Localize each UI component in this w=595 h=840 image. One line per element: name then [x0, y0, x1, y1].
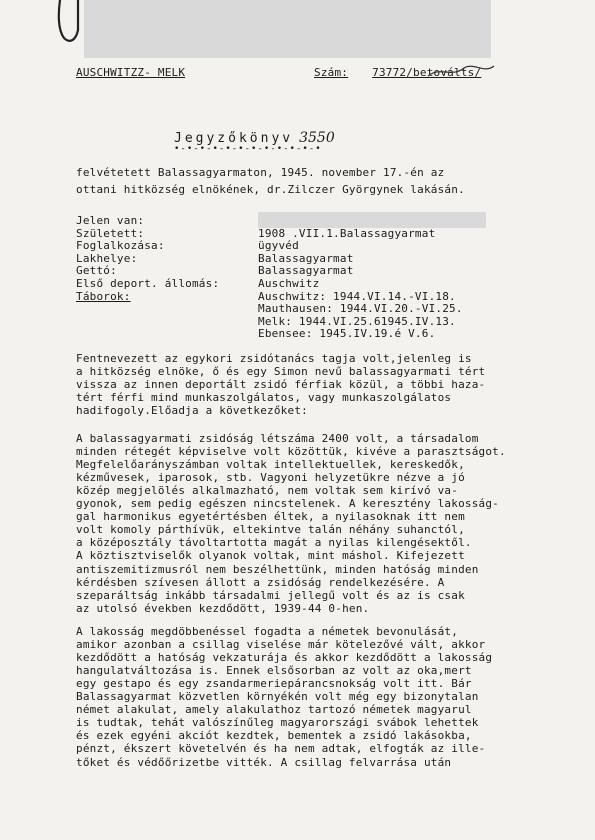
paragraph-3-line: tőket és védőőrizetbe vitték. A csillag felvarrása után: [76, 755, 452, 769]
szam-value: 73772/betoválts/: [372, 66, 482, 79]
paragraph-2-line: gyonok, sem pedig egészen nincstelenek. A keresztény lakosság-: [76, 497, 499, 511]
field-value: ügyvéd: [258, 239, 299, 253]
handwritten-number: 3550: [299, 130, 335, 146]
handwritten-scribble: [426, 62, 496, 80]
paragraph-3-line: egy gestapo és egy zsandarmeriepárancsnokság volt itt. Bár: [76, 677, 472, 691]
paragraph-2-line: a középosztály távoltartotta magát a nyilas kilengésektől.: [76, 536, 472, 550]
paragraph-1-line: a hitközség elnöke, ő és egy Simon nevű balassagyarmati tért: [76, 365, 486, 379]
handwritten-corner-mark: [56, 0, 82, 46]
paragraph-2-line: A köztisztviselők olyanok voltak, mint máshol. Kifejezett: [76, 549, 465, 563]
field-label: Foglalkozása:: [76, 239, 165, 253]
field-label: Lakhelye:: [76, 251, 138, 265]
paragraph-3-line: A lakosság megdöbbenéssel fogadta a németek bevonulását,: [76, 625, 459, 638]
paragraph-2-line: A balassagyarmati zsidóság létszáma 2400 volt, a társadalom: [76, 432, 479, 445]
paragraph-2-line: az utolsó években kezdődött, 1939-44 0-hen.: [76, 601, 370, 615]
paragraph-3-line: Balassagyarmat közvetlen környékén volt még egy bizonytalan: [76, 690, 479, 704]
paragraph-2-line: minden rétegét képviselve volt közöttük, kivéve a parasztságot.: [76, 445, 506, 459]
title-text: Jegyzőkönyv: [174, 131, 294, 146]
field-value: 1908 .VII.1.Balassagyarmat: [258, 226, 436, 240]
paragraph-3-line: kezdődött a hatóság vekzaturája és akkor kezdődött a lakosság: [76, 651, 493, 665]
szam-label: Szám:: [314, 66, 349, 79]
paragraph-3-line: német alakulat, amely alakulathoz tartozó németek magyarul: [76, 703, 472, 717]
field-value: Melk: 1944.VI.25.61945.IV.13.: [258, 314, 456, 328]
paragraph-2-line: kézművesek, iparosok, stb. Vagyoni helyzetükre nézve a jó: [76, 471, 465, 485]
field-value: Mauthausen: 1944.VI.20.-VI.25.: [258, 302, 463, 316]
field-value: Auschwitz: [258, 277, 320, 290]
paragraph-3-line: hangulatváltozása is. Ennek elsősorban az volt az oka,mert: [76, 664, 472, 678]
paragraph-1-line: vissza az innen deportált zsidó férfiak közül, a többi haza-: [76, 378, 486, 392]
paragraph-2-line: volt komoly párthívük, eltekintve talán néhány suhanctól,: [76, 523, 465, 537]
paragraph-3-line: pénzt, ékszert követelvén és ha nem adtak, elfogták az ille-: [76, 742, 486, 756]
field-value: Balassagyarmat: [258, 251, 354, 265]
paragraph-1-line: tért férfi mind munkaszolgálatos, vagy munkaszolgálatos: [76, 391, 452, 405]
field-label: Gettó:: [76, 264, 117, 278]
paragraph-1-line: Fentnevezett az egykori zsidótanács tagja volt,jelenleg is: [76, 352, 472, 365]
paragraph-1-line: hadifogoly.Előadja a következőket:: [76, 404, 308, 418]
paragraph-3-line: és ezek egyéni akciót kezdtek, bementek a zsidó lakásokba,: [76, 729, 472, 743]
paragraph-3-line: is tudtak, tehát valószínűleg magyarországi svábok lehettek: [76, 716, 479, 730]
paragraph-2-line: közép megjelölés alkalmazható, nem voltak sem kirívó va-: [76, 484, 459, 498]
paragraph-2-line: szeparáltság inkább társadalmi jellegű volt és az is csak: [76, 588, 465, 602]
field-label: Első deport. állomás:: [76, 277, 220, 290]
field-value: Balassagyarmat: [258, 264, 354, 278]
field-value: Auschwitz: 1944.VI.14.-VI.18.: [258, 289, 456, 303]
paragraph-2-line: kérdésben szívesen állott a zsidóság rendelkezésére. A: [76, 575, 445, 589]
header-location: AUSCHWITZZ- MELK: [76, 66, 186, 79]
paragraph-2-line: Megfelelőarányszámban voltak intellektuellek, kereskedők,: [76, 458, 465, 472]
intro-line: felvétetett Balassagyarmaton, 1945. november 17.-én az: [76, 166, 445, 179]
field-value: Ebensee: 1945.IV.19.é V.6.: [258, 327, 436, 341]
redaction-block-name: [258, 212, 486, 228]
field-label: Jelen van:: [76, 214, 145, 227]
redaction-block-header: [84, 0, 491, 58]
title-underline: •-•-•-•-•-•-•-•-•-•-•-•: [174, 144, 322, 154]
intro-line: ottani hitközség elnökének, dr.Zilczer Györgynek lakásán.: [76, 183, 465, 196]
paragraph-3-line: amikor azonban a csillag viselése már kötelezővé vált, akkor: [76, 638, 486, 652]
paragraph-2-line: gal harmonikus egyetértésben éltek, a nyilasoknak itt nem: [76, 510, 465, 524]
field-label: Táborok:: [76, 289, 131, 303]
field-label: Született:: [76, 226, 145, 240]
paragraph-2-line: antiszemitizmusról nem beszélhettünk, minden hatóság minden: [76, 562, 479, 576]
